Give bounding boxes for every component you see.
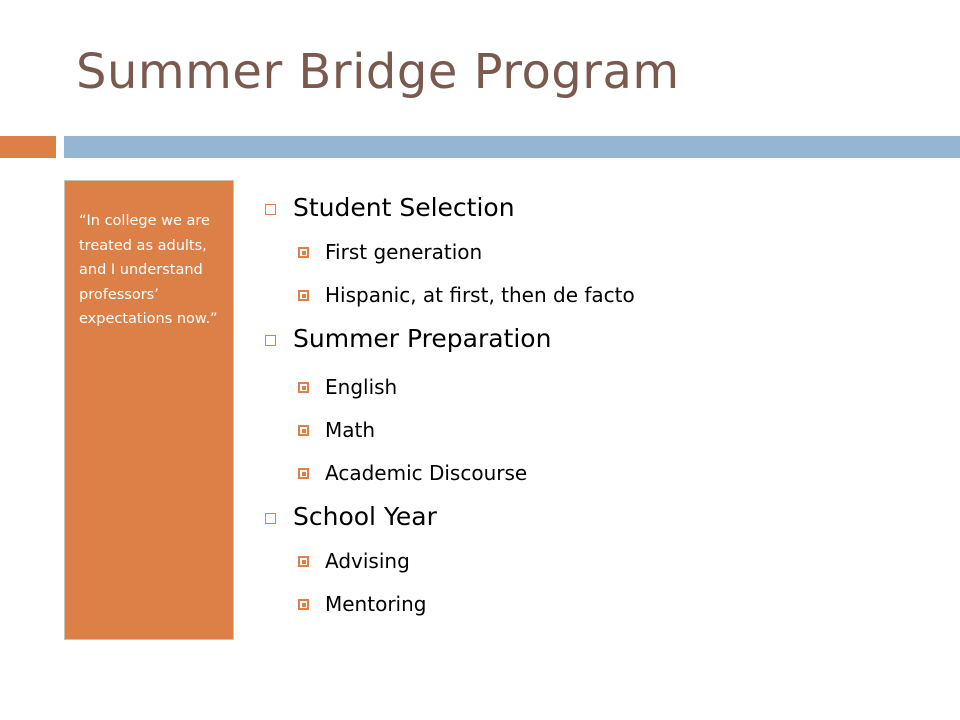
section-heading: Summer Preparation — [293, 324, 552, 353]
filled-square-bullet-icon — [298, 599, 309, 610]
bullet-item: Advising — [325, 549, 410, 573]
bullet-item: Mentoring — [325, 592, 427, 616]
hollow-square-bullet-icon — [265, 513, 276, 524]
filled-square-bullet-icon — [298, 247, 309, 258]
filled-square-bullet-icon — [298, 425, 309, 436]
hollow-square-bullet-icon — [265, 204, 276, 215]
bullet-item: English — [325, 375, 398, 399]
bullet-item: Hispanic, at first, then de facto — [325, 283, 635, 307]
bullet-item: Math — [325, 418, 376, 442]
section-heading: Student Selection — [293, 193, 515, 222]
filled-square-bullet-icon — [298, 468, 309, 479]
hollow-square-bullet-icon — [265, 335, 276, 346]
slide-title: Summer Bridge Program — [76, 44, 680, 100]
filled-square-bullet-icon — [298, 382, 309, 393]
filled-square-bullet-icon — [298, 556, 309, 567]
section-heading: School Year — [293, 502, 437, 531]
bullet-item: Academic Discourse — [325, 461, 528, 485]
filled-square-bullet-icon — [298, 290, 309, 301]
bullet-item: First generation — [325, 240, 483, 264]
quote-text: “In college we are treated as adults, and I understand professors’ expectations now.” — [79, 213, 218, 327]
